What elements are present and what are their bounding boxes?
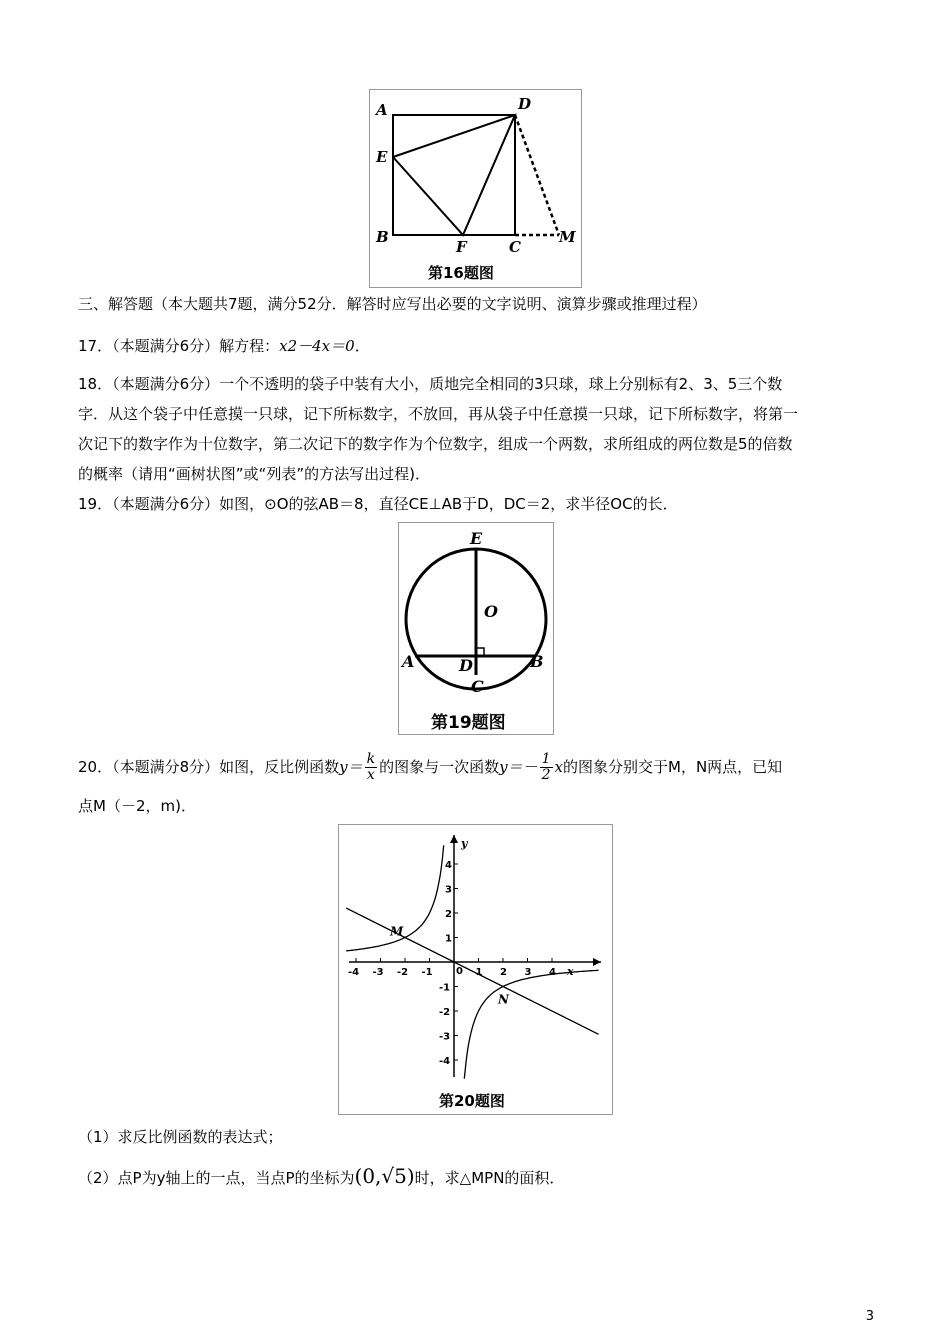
x-tick-label: -3	[372, 967, 384, 978]
figure-20-caption: 第20题图	[439, 1092, 505, 1110]
x-tick-label: 2	[500, 967, 507, 978]
label-c: C	[509, 238, 521, 256]
q20-eq1-den: x	[366, 767, 375, 783]
q18-line-4: 的概率（请用“画树状图”或“列表”的方法写出过程)．	[78, 465, 430, 483]
label-b: B	[376, 228, 389, 246]
y-tick-label: -2	[439, 1007, 451, 1018]
q20-eq1-lhs: y＝	[339, 758, 363, 776]
q20-part3: 的图象分别交于M，N两点，已知	[563, 758, 783, 776]
x-axis-label: x	[567, 965, 574, 978]
point-n-label: N	[498, 992, 509, 1007]
y-tick-label: -1	[439, 982, 451, 994]
figure-20	[338, 824, 613, 1115]
label-a: A	[402, 652, 415, 671]
figure-20-graph	[339, 825, 612, 1085]
point-m-label: M	[390, 924, 404, 939]
label-b: B	[530, 652, 544, 671]
figure-16-caption: 第16题图	[428, 264, 494, 282]
y-tick-label: 2	[445, 909, 452, 920]
label-a: A	[376, 101, 388, 119]
q20-part2: 的图象与一次函数	[379, 758, 500, 776]
y-tick-label: 1	[445, 933, 452, 945]
question-17	[78, 332, 370, 360]
q18-line-2: 字．从这个袋子中任意摸一只球，记下所标数字，不放回，再从袋子中任意摸一只球，记下所标数字，将第一	[78, 405, 799, 423]
triangle-def	[393, 115, 515, 235]
question-20-sub-1: （1）求反比例函数的表达式；	[78, 1128, 283, 1146]
q20-eq2-rhs: x	[554, 758, 563, 776]
q17-end: ．	[354, 337, 370, 355]
q17-text: 17．（本题满分6分）解方程：	[78, 337, 280, 355]
page-number: 3	[865, 1309, 874, 1324]
q20-eq2-fraction	[540, 752, 553, 783]
figure-16-diagram	[370, 90, 581, 287]
x-tick-label: 3	[524, 967, 532, 978]
y-tick-label: -3	[439, 1031, 451, 1043]
q20-eq2-den: 2	[541, 767, 551, 783]
x-tick-label: -1	[421, 967, 433, 978]
q20-eq2-lhs: y＝－	[499, 758, 538, 776]
label-f: F	[456, 238, 467, 256]
figure-19	[398, 522, 554, 735]
y-tick-label: 3	[445, 884, 452, 896]
y-axis-arrow	[450, 835, 458, 843]
x-tick-label: 1	[475, 967, 483, 978]
q20-eq1-num: k	[366, 751, 376, 767]
label-e: E	[470, 529, 483, 548]
q17-equation: x2－4x＝0	[279, 337, 355, 355]
square-abcd	[393, 115, 515, 235]
label-d: D	[518, 95, 532, 113]
q18-line-3: 次记下的数字作为十位数字，第二次记下的数字作为个位数字，组成一个两数，求所组成的两位数是5的倍数	[78, 435, 793, 453]
figure-19-caption: 第19题图	[431, 713, 506, 733]
x-axis-arrow	[593, 958, 601, 966]
figure-19-diagram	[399, 523, 553, 734]
y-tick-label: -4	[439, 1056, 451, 1067]
question-20-line-1	[78, 752, 782, 783]
label-e: E	[376, 148, 388, 166]
dashed-dm	[515, 115, 559, 235]
label-o: O	[484, 602, 498, 621]
x-tick-label: 4	[549, 967, 556, 978]
y-tick-label: 4	[445, 860, 452, 871]
question-20-line-2: 点M（－2，m)．	[78, 797, 196, 815]
section-3-heading: 三、解答题（本大题共7题，满分52分．解答时应写出必要的文字说明、演算步骤或推理过程）	[78, 295, 707, 313]
linear-function-line	[346, 908, 598, 1034]
label-c: C	[471, 677, 484, 696]
q20-part1: 20．（本题满分8分）如图，反比例函数	[78, 758, 340, 776]
figure-16	[369, 89, 582, 288]
question-19: 19．（本题满分6分）如图，⊙O的弦AB＝8，直径CE⊥AB于D，DC＝2，求半径OC的长．	[78, 495, 678, 513]
q20-sub2-b: 时，求△MPN的面积．	[414, 1169, 565, 1187]
q20-sub2-a: （2）点P为y轴上的一点，当点P的坐标为	[78, 1169, 355, 1187]
question-20-sub-2	[78, 1160, 564, 1194]
q20-sub2-coord: (0,√5)	[354, 1164, 415, 1188]
q20-eq2-num: 1	[541, 751, 551, 767]
label-m: M	[559, 228, 576, 246]
x-tick-label: -2	[397, 967, 409, 978]
q20-eq1-fraction	[365, 752, 377, 783]
x-tick-label: -4	[348, 967, 360, 978]
origin-label: 0	[456, 966, 463, 977]
y-axis-label: y	[461, 837, 468, 850]
label-d: D	[459, 656, 473, 675]
q18-line-1: 18．（本题满分6分）一个不透明的袋子中装有大小，质地完全相同的3只球，球上分别标有2、3、5三个数	[78, 375, 783, 393]
